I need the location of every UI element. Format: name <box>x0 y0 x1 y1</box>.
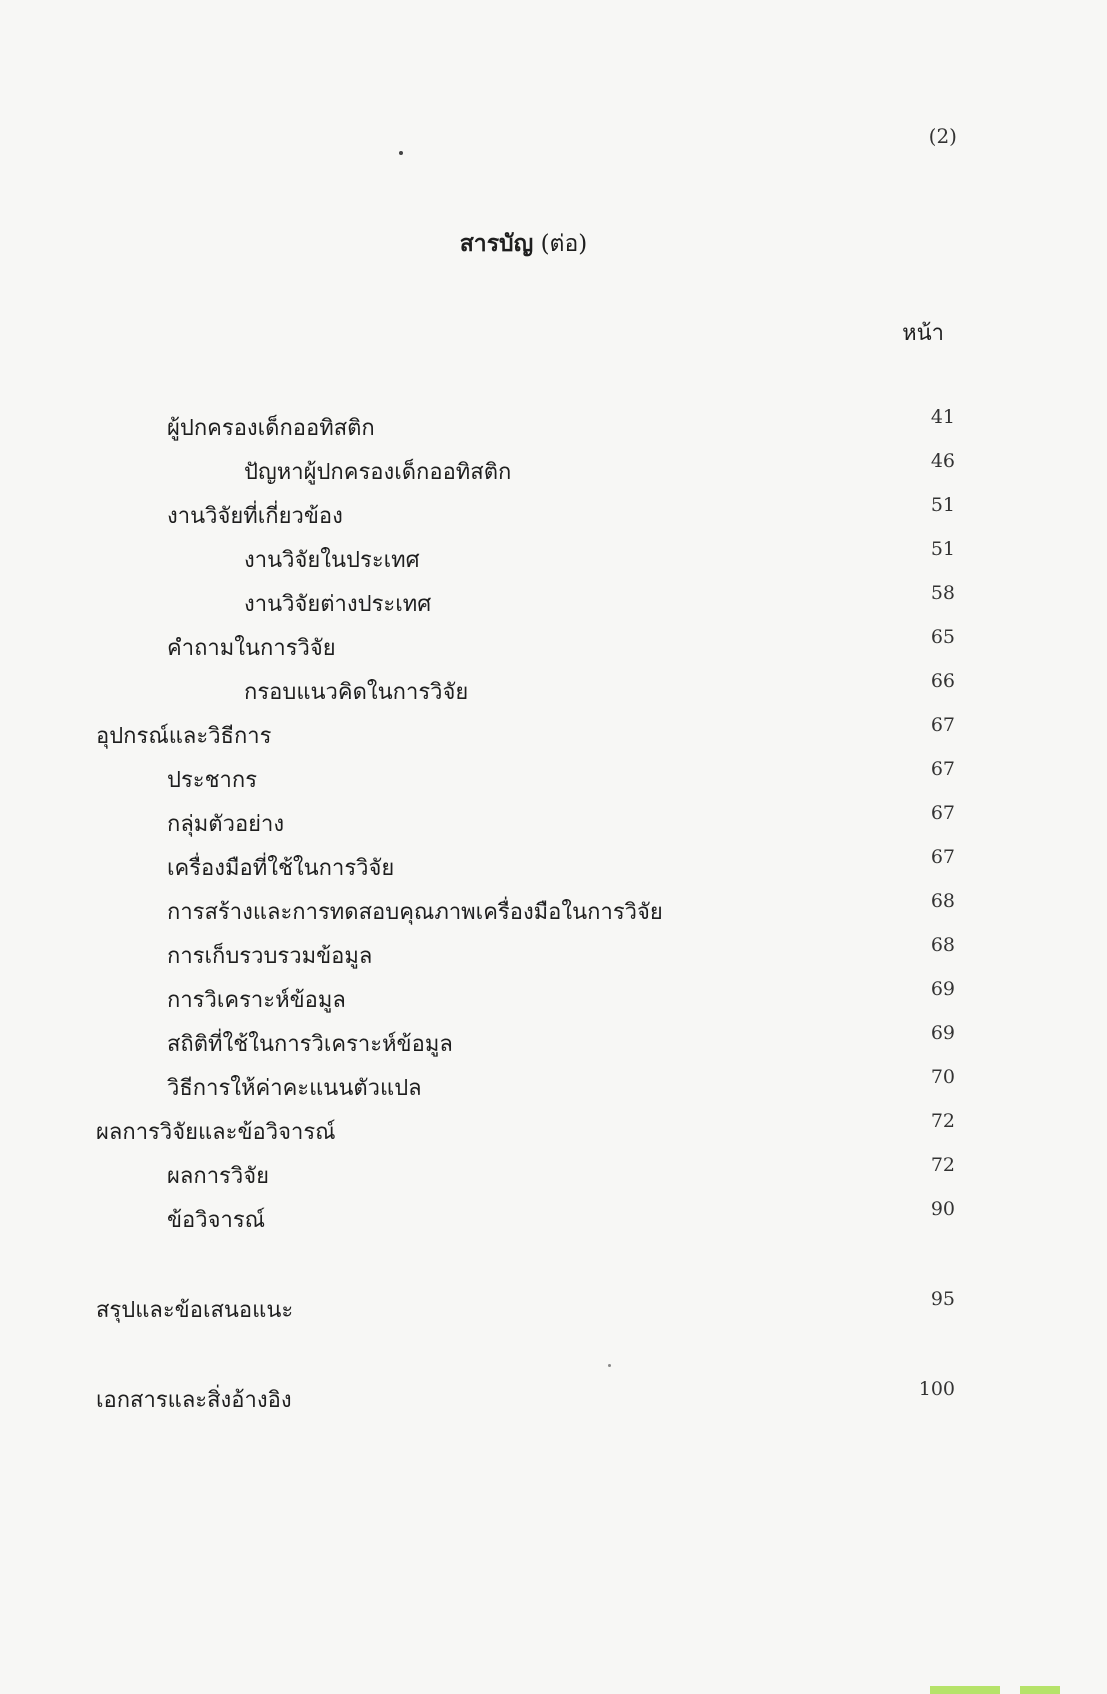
toc-entry-label: งานวิจัยที่เกี่ยวข้อง <box>167 504 343 529</box>
page-column-header: หน้า <box>902 321 944 346</box>
toc-entry <box>0 890 1107 934</box>
toc-entry-label: การวิเคราะห์ข้อมูล <box>167 988 346 1013</box>
toc-entry-page: 72 <box>930 1110 955 1132</box>
page-number: (2) <box>928 124 957 148</box>
toc-entry-page: 67 <box>930 758 955 780</box>
toc-entry-label: เอกสารและสิ่งอ้างอิง <box>96 1388 292 1413</box>
toc-entry-label: กรอบแนวคิดในการวิจัย <box>244 680 469 705</box>
toc-entry <box>0 1154 1107 1198</box>
toc-entry-page: 100 <box>918 1378 955 1400</box>
toc-entry-label: การเก็บรวบรวมข้อมูล <box>167 944 373 969</box>
toc-entry-label: งานวิจัยต่างประเทศ <box>244 592 432 617</box>
toc-entry <box>0 1198 1107 1242</box>
toc-entry <box>0 802 1107 846</box>
title-suffix: (ต่อ) <box>540 231 588 257</box>
scan-speck <box>399 151 403 155</box>
scan-edge-mark <box>930 1686 1000 1694</box>
toc-entry-label: กลุ่มตัวอย่าง <box>167 812 285 837</box>
toc-entry <box>0 1378 1107 1422</box>
toc-entry-page: 67 <box>930 846 955 868</box>
toc-entry <box>0 1066 1107 1110</box>
toc-entry <box>0 1022 1107 1066</box>
toc-entry <box>0 406 1107 450</box>
toc-entry <box>0 1110 1107 1154</box>
toc-entry-label: ข้อวิจารณ์ <box>167 1208 266 1233</box>
toc-entry-page: 72 <box>930 1154 955 1176</box>
toc-entry-label: สถิติที่ใช้ในการวิเคราะห์ข้อมูล <box>167 1032 453 1057</box>
page-title <box>0 226 1077 262</box>
toc-entry-page: 65 <box>930 626 955 648</box>
toc-entry-page: 46 <box>930 450 955 472</box>
toc-entry <box>0 714 1107 758</box>
toc-entry-label: สรุปและข้อเสนอแนะ <box>96 1298 294 1323</box>
toc-entry-label: ผลการวิจัยและข้อวิจารณ์ <box>96 1120 336 1145</box>
toc-entry-page: 67 <box>930 714 955 736</box>
toc-entry <box>0 494 1107 538</box>
toc-entry-page: 51 <box>930 538 955 560</box>
toc-entry-label: ผลการวิจัย <box>167 1164 269 1189</box>
toc-entry-page: 51 <box>930 494 955 516</box>
toc-entry-label: งานวิจัยในประเทศ <box>244 548 420 573</box>
toc-entry-page: 66 <box>930 670 955 692</box>
toc-entry-label: อุปกรณ์และวิธีการ <box>96 724 272 749</box>
scan-edge-mark <box>1020 1686 1060 1694</box>
toc-entry-page: 70 <box>930 1066 955 1088</box>
toc-entry <box>0 670 1107 714</box>
toc-entry <box>0 846 1107 890</box>
toc-entry-page: 58 <box>930 582 955 604</box>
toc-entry-page: 67 <box>930 802 955 824</box>
toc-entry <box>0 582 1107 626</box>
toc-entry-label: ประชากร <box>167 768 258 793</box>
toc-entry-label: การสร้างและการทดสอบคุณภาพเครื่องมือในการวิจัย <box>167 900 663 925</box>
toc-entry-label: ผู้ปกครองเด็กออทิสติก <box>167 416 375 441</box>
toc-entry-page: 69 <box>930 1022 955 1044</box>
toc-entry-page: 90 <box>930 1198 955 1220</box>
toc-entry-label: ปัญหาผู้ปกครองเด็กออทิสติก <box>244 460 512 485</box>
toc-entry-page: 95 <box>930 1288 955 1310</box>
toc-entry <box>0 450 1107 494</box>
toc-entry-label: วิธีการให้ค่าคะแนนตัวแปล <box>167 1076 422 1101</box>
toc-entry <box>0 538 1107 582</box>
toc-entry <box>0 934 1107 978</box>
toc-entry <box>0 1288 1107 1332</box>
title-main: สารบัญ <box>459 230 534 257</box>
toc-entry-label: คำถามในการวิจัย <box>167 636 336 661</box>
toc-entry-page: 69 <box>930 978 955 1000</box>
scan-speck <box>608 1364 611 1367</box>
toc-entry-label: เครื่องมือที่ใช้ในการวิจัย <box>167 856 395 881</box>
toc-entry-page: 68 <box>930 890 955 912</box>
toc-entry <box>0 626 1107 670</box>
toc-entry <box>0 978 1107 1022</box>
toc-entry-page: 68 <box>930 934 955 956</box>
toc-entry <box>0 758 1107 802</box>
toc-entry-page: 41 <box>930 406 955 428</box>
